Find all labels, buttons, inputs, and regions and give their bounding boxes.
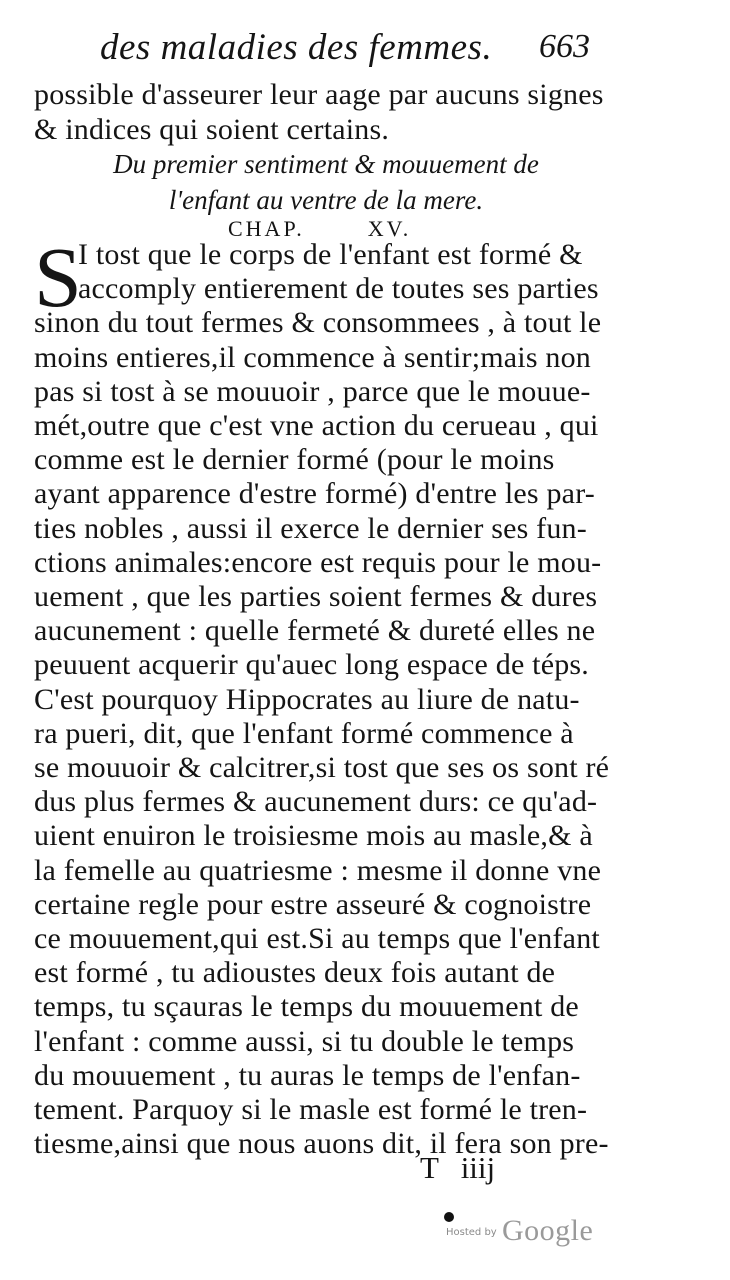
- hosted-by-label: Hosted by: [446, 1227, 497, 1238]
- signature-letter: T: [420, 1150, 439, 1185]
- text-line: du mouuement , tu auras le temps de l'enfan-: [34, 1058, 581, 1092]
- text-line: ce mouuement,qui est.Si au temps que l'enfant: [34, 922, 600, 956]
- heading-line: Du premier sentiment & mouuement de: [113, 149, 539, 179]
- running-head: [100, 26, 590, 70]
- text-line: tement. Parquoy si le masle est formé le tren-: [34, 1093, 588, 1127]
- text-line: uement , que les parties soient fermes & dures: [34, 580, 598, 614]
- text-line: tiesme,ainsi que nous auons dit, il fera son pre-: [34, 1127, 609, 1161]
- text-line: mét,outre que c'est vne action du cerueau , qui: [34, 409, 599, 443]
- text-line: l'enfant : comme aussi, si tu double le temps: [34, 1024, 575, 1058]
- text-line: ties nobles , aussi il exerce le dernier ses fun-: [34, 511, 587, 545]
- page-number: 663: [539, 28, 590, 65]
- text-line: I tost que le corps de l'enfant est formé &: [78, 238, 583, 271]
- text-line: aucunement : quelle fermeté & dureté elles ne: [34, 614, 596, 648]
- text-line: dus plus fermes & aucunement durs: ce qu'ad-: [34, 785, 598, 819]
- dot-mark: [444, 1212, 454, 1222]
- text-line: accomply entierement de toutes ses parties: [78, 272, 599, 306]
- signature-numeral: iiij: [460, 1150, 496, 1185]
- text-line: C'est pourquoy Hippocrates au liure de natu-: [34, 682, 580, 716]
- previous-chapter-text: [34, 78, 604, 147]
- text-line: pas si tost à se mouuoir , parce que le mouue-: [34, 374, 591, 408]
- chapter-roman-numeral: XV.: [367, 216, 412, 241]
- text-line: ayant apparence d'estre formé) d'entre les par-: [34, 477, 595, 511]
- drop-cap: S: [34, 229, 82, 325]
- text-line: sinon du tout fermes & consommees , à tout le: [34, 306, 602, 340]
- text-line: la femelle au quatriesme : mesme il donne vne: [34, 853, 602, 887]
- text-line: se mouuoir & calcitrer,si tost que ses os sont ré: [34, 751, 610, 785]
- text-line: uient enuiron le troisiesme mois au masle,& à: [34, 819, 593, 853]
- text-line: comme est le dernier formé (pour le moins: [34, 443, 555, 477]
- google-logo: Google: [502, 1214, 594, 1247]
- text-line: ctions animales:encore est requis pour le mou-: [34, 545, 602, 579]
- text-line: & indices qui soient certains.: [34, 112, 390, 146]
- chapter-label: CHAP.: [228, 216, 305, 241]
- body-text: [34, 238, 610, 1161]
- text-line: temps, tu sçauras le temps du mouuement de: [34, 990, 579, 1024]
- text-line: moins entieres,il commence à sentir;mais non: [34, 340, 591, 374]
- text-line: certaine regle pour estre asseuré & cognoistre: [34, 887, 592, 921]
- running-title: des maladies des femmes.: [100, 27, 493, 68]
- signature-mark: [420, 1150, 495, 1186]
- text-line: est formé , tu adioustes deux fois autant de: [34, 956, 556, 990]
- text-line: peuuent acquerir qu'auec long espace de téps.: [34, 648, 589, 682]
- text-line: ra pueri, dit, que l'enfant formé commence à: [34, 716, 574, 750]
- chapter-heading: [96, 146, 556, 218]
- heading-line: l'enfant au ventre de la mere.: [168, 185, 484, 215]
- text-line: possible d'asseurer leur aage par aucuns signes: [34, 78, 604, 111]
